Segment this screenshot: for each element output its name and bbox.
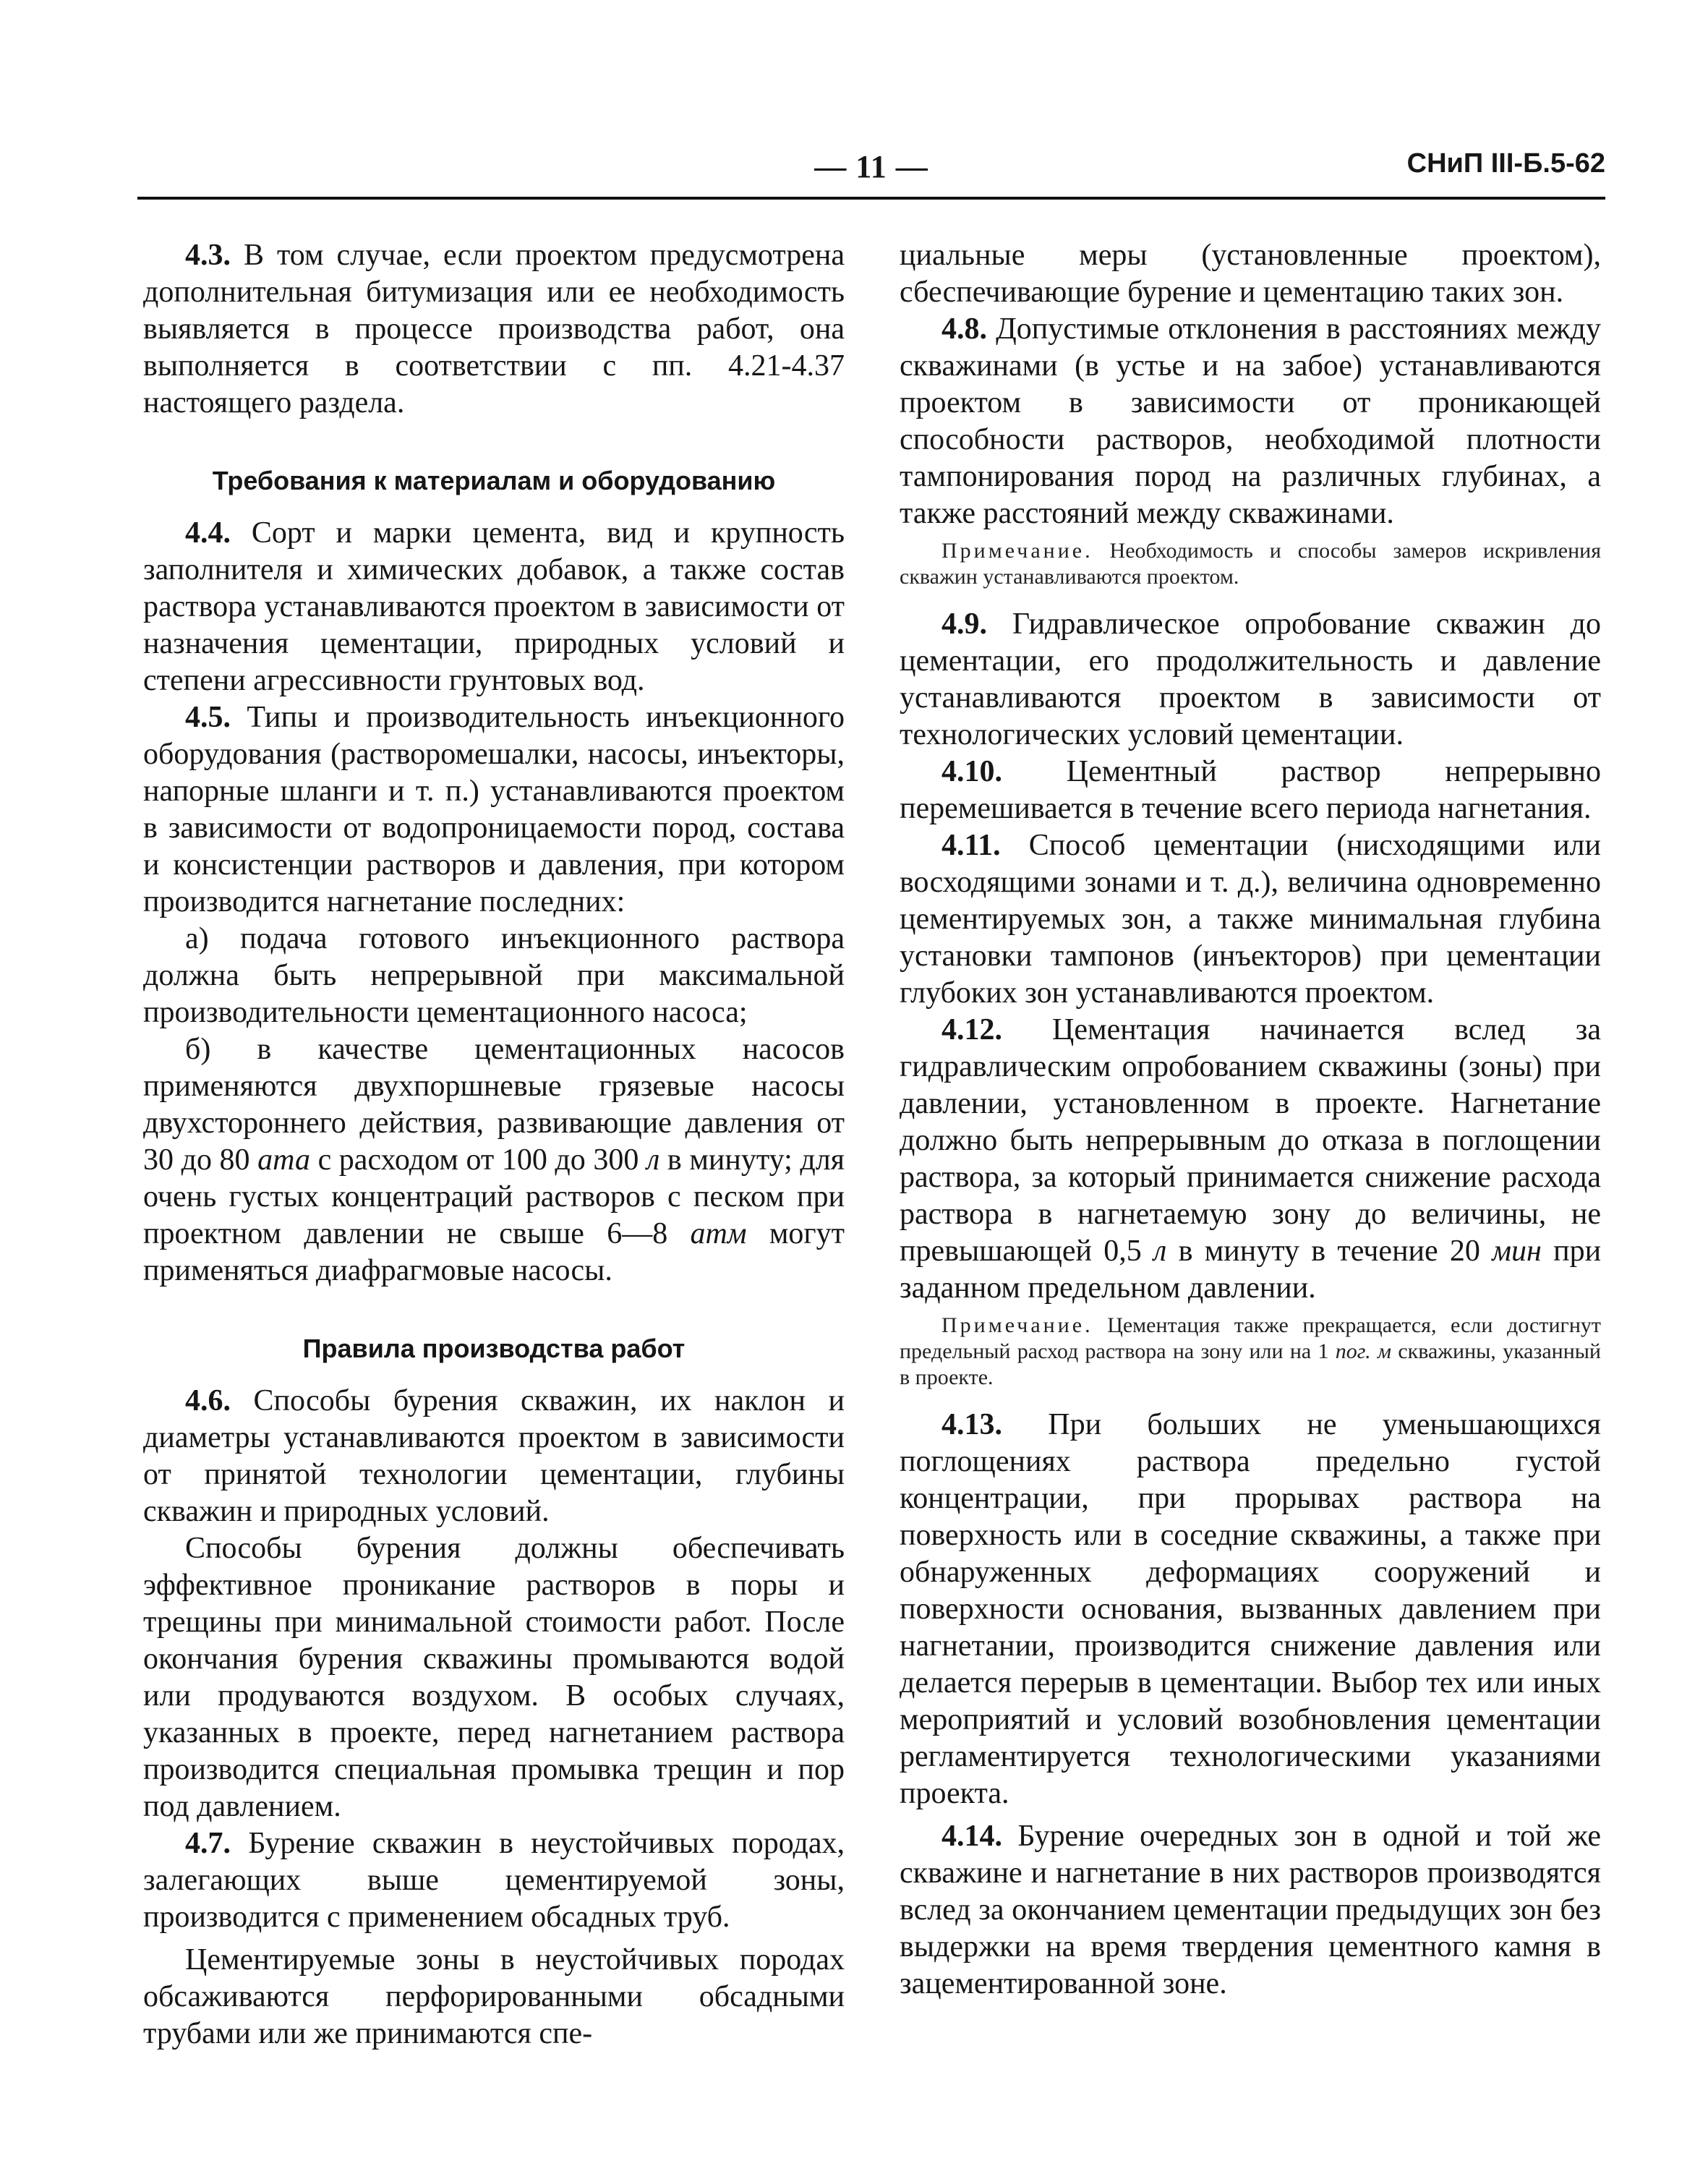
unit: мин [1492,1235,1542,1268]
paragraph-number: 4.3. [185,239,231,272]
paragraph-4-7-continued: Цементируемые зоны в неустойчивых породах обсаживаются перфорированными обсадными трубами или же принимаются спе- [143,1943,845,2050]
note-text: Цементация также прекращается, если достигнут предельный расход раствора на зону или на 1 [900,1313,1601,1363]
paragraph-number: 4.7. [185,1827,231,1860]
header-rule [137,197,1605,200]
unit: л [646,1143,660,1177]
paragraph-text: Бурение скважин в неустойчивых породах, залегающих выше цементируемой зоны, производится с применением обсадных труб. [143,1827,845,1934]
paragraph-text: Типы и производительность инъекционного оборудования (растворомешалки, насосы, инъекторы, напорные шланги и т. п.) устанавливаются проектом в зависимости от водопроницаемости пород, состава и консистенции растворов и давления, при котором производится нагнетание последних: [143,701,845,918]
page-number: — 11 — [814,149,928,184]
note-label: Примечание. [941,1313,1093,1337]
item-text: в минуту; для очень густых концентраций растворов с песком при проектном давлении не свыше 6—8 [143,1143,845,1250]
paragraph-text: Цементация начинается вслед за гидравлическим опробованием скважины (зоны) при давлении, установленном в проекте. Нагнетание должно быть непрерывным до отказа в поглощении раствора, за который принимается снижение расхода раствора в нагнетаемую зону до величины, не превышающей 0,5 [900,1013,1601,1268]
paragraph-number: 4.11. [941,829,1001,862]
paragraph-4-4 [143,515,845,699]
paragraph-4-11 [900,827,1601,1012]
paragraph-number: 4.14. [941,1820,1002,1853]
unit: л [1153,1235,1167,1268]
unit: пог. м [1335,1339,1392,1363]
paragraph-4-14 [900,1818,1601,2003]
paragraph-4-7 [143,1825,845,1936]
paragraph-continuation: циальные меры (установленные проектом), сбеспечивающие бурение и цементацию таких зон. [900,239,1601,309]
item-text: б) в качестве цементационных насосов применяются двухпоршневые грязевые насосы двухстороннего действия, развивающие давления от 30 до 80 [143,1033,845,1177]
right-column [900,237,1601,2003]
item-text: могут применяться диафрагмовые насосы. [143,1217,845,1287]
document-code: СНиП III-Б.5-62 [1406,148,1605,179]
paragraph-number: 4.13. [941,1408,1002,1441]
unit: ата [257,1143,310,1177]
paragraph-number: 4.10. [941,755,1002,788]
paragraph-number: 4.9. [941,607,987,641]
paragraph-text: Допустимые отклонения в расстояниях между скважинами (в устье и на забое) устанавливаются проектом в зависимости от проникающей способности растворов, необходимой плотности тампонирования пород на различных глубинах, а также расстояний между скважинами. [900,312,1602,530]
note-1 [900,538,1601,590]
section-heading-rules: Правила производства работ [302,1334,686,1363]
paragraph-4-12 [900,1012,1601,1307]
list-item-a: а) подача готового инъекционного раствора должна быть непрерывной при максимальной производительности цементационного насоса; [143,922,845,1029]
paragraph-text: Способы бурения скважин, их наклон и диаметры устанавливаются проектом в зависимости от принятой технологии цементации, глубины скважин и природных условий. [143,1384,845,1528]
paragraph-number: 4.6. [185,1384,231,1417]
paragraph-4-5 [143,699,845,921]
item-text: с расходом от 100 до 300 [317,1143,639,1177]
paragraph-4-3 [143,237,845,422]
paragraph-4-10 [900,754,1601,827]
paragraph-text: Бурение очередных зон в одной и той же скважине и нагнетание в них растворов производятся вслед за окончанием цементации предыдущих зон без выдержки на время твердения цементного камня в зацементированной зоне. [900,1820,1601,2000]
paragraph-text: Гидравлическое опробование скважин до цементации, его продолжительность и давление устанавливаются проектом в зависимости от технологических условий цементации. [900,607,1601,751]
note-2 [900,1313,1601,1391]
page-header [137,148,1605,199]
list-item-b [143,1031,845,1289]
paragraph-text: При больших не уменьшающихся поглощениях раствора предельно густой концентрации, при прорывах раствора на поверхность или в соседние скважины, а также при обнаруженных деформациях сооружений и поверхности основания, вызванных давлением при нагнетании, производится снижение давления или делается перерыв в цементации. Выбор тех или иных мероприятий и условий возобновления цементации регламентируется технологическими указаниями проекта. [900,1408,1601,1810]
paragraph-text: В том случае, если проектом предусмотрена дополнительная битумизация или ее необходимость выявляется в процессе производства работ, она выполняется в соответствии с пп. 4.21-4.37 настоящего раздела. [143,239,845,419]
paragraph-4-8 [900,311,1601,532]
paragraph-4-13 [900,1407,1601,1812]
note-text: Необходимость и способы замеров искривления скважин устанавливаются проектом. [900,539,1602,589]
unit: атм [690,1217,747,1250]
paragraph-text: в минуту в течение 20 [1178,1235,1480,1268]
paragraph-text: Сорт и марки цемента, вид и крупность заполнителя и химических добавок, а также состав раствора устанавливаются проектом в зависимости от назначения цементации, природных условий и степени агрессивности грунтовых вод. [143,516,845,697]
paragraph-number: 4.4. [185,516,231,550]
left-column [143,237,845,2052]
paragraph-4-6-continued: Способы бурения должны обеспечивать эффективное проникание растворов в поры и трещины при минимальной стоимости работ. После окончания бурения скважины промываются водой или продуваются воздухом. В особых случаях, указанных в проекте, перед нагнетанием раствора производится специальная промывка трещин и пор под давлением. [143,1532,845,1823]
paragraph-number: 4.8. [941,312,987,346]
paragraph-number: 4.5. [185,701,231,734]
section-heading-materials: Требования к материалам и оборудованию [212,466,776,495]
note-text: скважины, указанный в проекте. [900,1339,1601,1389]
paragraph-text: при заданном предельном давлении. [900,1235,1602,1305]
paragraph-text: Цементный раствор непрерывно перемешивается в течение всего периода нагнетания. [900,755,1602,825]
note-label: Примечание. [941,539,1093,563]
paragraph-number: 4.12. [941,1013,1002,1046]
paragraph-4-6 [143,1383,845,1530]
paragraph-4-9 [900,606,1601,754]
paragraph-text: Способ цементации (нисходящими или восходящими зонами и т. д.), величина одновременно цементируемых зон, а также минимальная глубина установки тампонов (инъекторов) при цементации глубоких зон устанавливаются проектом. [900,829,1601,1010]
